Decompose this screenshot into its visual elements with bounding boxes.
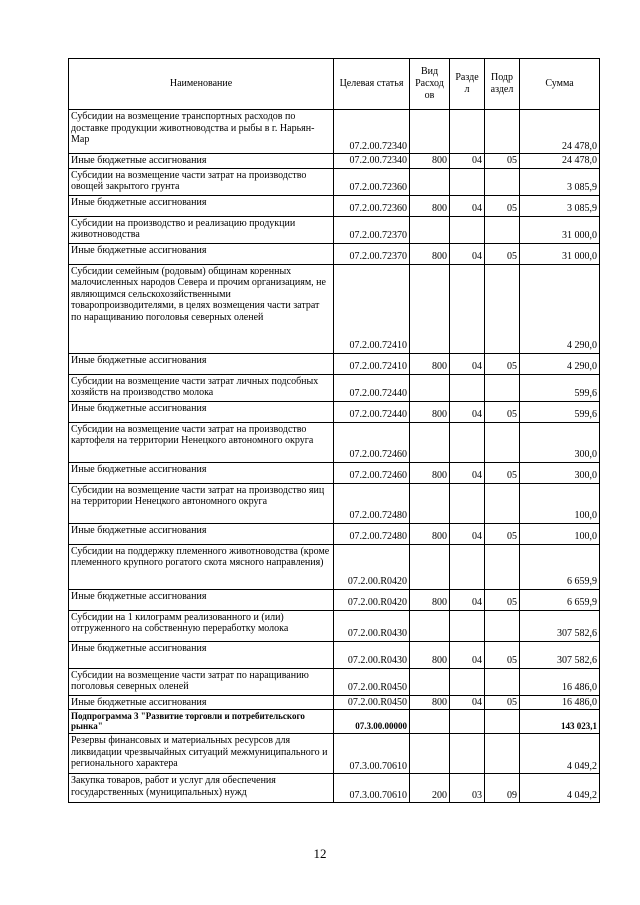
table-row: [69, 710, 600, 734]
cell-code: 07.2.00.72340: [334, 110, 410, 154]
cell-name: Закупка товаров, работ и услуг для обеспечения государственных (муниципальных) нужд: [69, 774, 334, 803]
cell-podrazdel: [485, 168, 520, 195]
cell-sum: 16 486,0: [520, 695, 600, 710]
cell-sum: 100,0: [520, 483, 600, 523]
cell-code: 07.2.00.R0420: [334, 544, 410, 589]
cell-vid: [410, 710, 450, 734]
header-vid: Вид Расход ов: [410, 59, 450, 110]
cell-podrazdel: [485, 264, 520, 353]
cell-vid: [410, 422, 450, 462]
table-body: [69, 110, 600, 803]
table-row: [69, 610, 600, 641]
cell-podrazdel: 05: [485, 195, 520, 216]
cell-sum: 300,0: [520, 462, 600, 483]
cell-name: Иные бюджетные ассигнования: [69, 641, 334, 668]
table-row: [69, 641, 600, 668]
cell-code: 07.2.00.72410: [334, 353, 410, 374]
cell-code: 07.2.00.R0450: [334, 668, 410, 695]
cell-name: Резервы финансовых и материальных ресурсов для ликвидации чрезвычайных ситуаций межмуниципального и регионального характера: [69, 734, 334, 774]
table-row: [69, 243, 600, 264]
cell-sum: 31 000,0: [520, 216, 600, 243]
cell-razdel: 04: [450, 154, 485, 169]
cell-podrazdel: [485, 710, 520, 734]
cell-name: Иные бюджетные ассигнования: [69, 154, 334, 169]
cell-vid: 200: [410, 774, 450, 803]
cell-razdel: 04: [450, 589, 485, 610]
cell-sum: 6 659,9: [520, 544, 600, 589]
cell-razdel: [450, 668, 485, 695]
header-code: Целевая статья: [334, 59, 410, 110]
table-row: [69, 695, 600, 710]
cell-sum: 143 023,1: [520, 710, 600, 734]
cell-code: 07.3.00.70610: [334, 774, 410, 803]
cell-name: Субсидии на возмещение части затрат по наращиванию поголовья северных оленей: [69, 668, 334, 695]
cell-vid: 800: [410, 589, 450, 610]
cell-razdel: 04: [450, 353, 485, 374]
cell-sum: 4 049,2: [520, 774, 600, 803]
cell-vid: 800: [410, 353, 450, 374]
cell-razdel: 04: [450, 695, 485, 710]
header-podrazdel: Подр аздел: [485, 59, 520, 110]
cell-podrazdel: 05: [485, 641, 520, 668]
cell-name: Иные бюджетные ассигнования: [69, 462, 334, 483]
cell-podrazdel: 05: [485, 462, 520, 483]
cell-code: 07.2.00.R0430: [334, 641, 410, 668]
cell-vid: [410, 168, 450, 195]
cell-podrazdel: 05: [485, 243, 520, 264]
cell-name: Субсидии на возмещение части затрат на производство картофеля на территории Ненецкого автономного округа: [69, 422, 334, 462]
cell-razdel: [450, 710, 485, 734]
cell-vid: [410, 110, 450, 154]
cell-code: 07.2.00.72480: [334, 483, 410, 523]
cell-sum: 3 085,9: [520, 168, 600, 195]
cell-razdel: [450, 168, 485, 195]
table-row: [69, 195, 600, 216]
cell-vid: [410, 668, 450, 695]
cell-sum: 24 478,0: [520, 154, 600, 169]
cell-razdel: [450, 483, 485, 523]
cell-name: Иные бюджетные ассигнования: [69, 695, 334, 710]
cell-name: Субсидии семейным (родовым) общинам коренных малочисленных народов Севера и прочим организациям, не являющимся сельскохозяйственными товаропроизводителями, в целях возмещения части затрат по наращиванию поголовья северных оленей: [69, 264, 334, 353]
cell-vid: 800: [410, 523, 450, 544]
cell-vid: [410, 374, 450, 401]
table-row: [69, 422, 600, 462]
cell-code: 07.2.00.72370: [334, 216, 410, 243]
cell-vid: 800: [410, 401, 450, 422]
cell-code: 07.2.00.72460: [334, 422, 410, 462]
cell-vid: [410, 483, 450, 523]
table-row: [69, 401, 600, 422]
cell-vid: [410, 734, 450, 774]
cell-razdel: 04: [450, 243, 485, 264]
cell-sum: 599,6: [520, 401, 600, 422]
cell-vid: [410, 264, 450, 353]
cell-podrazdel: [485, 110, 520, 154]
cell-sum: 6 659,9: [520, 589, 600, 610]
cell-razdel: 03: [450, 774, 485, 803]
cell-vid: [410, 216, 450, 243]
cell-vid: 800: [410, 695, 450, 710]
table-row: [69, 168, 600, 195]
cell-sum: 24 478,0: [520, 110, 600, 154]
cell-code: 07.2.00.72480: [334, 523, 410, 544]
cell-name: Иные бюджетные ассигнования: [69, 401, 334, 422]
table-row: [69, 154, 600, 169]
cell-podrazdel: [485, 374, 520, 401]
cell-vid: 800: [410, 154, 450, 169]
cell-razdel: [450, 110, 485, 154]
cell-podrazdel: 05: [485, 523, 520, 544]
cell-razdel: [450, 264, 485, 353]
cell-razdel: [450, 734, 485, 774]
cell-razdel: [450, 422, 485, 462]
cell-sum: 4 290,0: [520, 264, 600, 353]
cell-name: Иные бюджетные ассигнования: [69, 353, 334, 374]
cell-code: 07.2.00.72340: [334, 154, 410, 169]
cell-code: 07.2.00.72410: [334, 264, 410, 353]
cell-sum: 4 290,0: [520, 353, 600, 374]
cell-sum: 300,0: [520, 422, 600, 462]
cell-sum: 31 000,0: [520, 243, 600, 264]
cell-code: 07.2.00.72360: [334, 195, 410, 216]
cell-code: 07.2.00.R0430: [334, 610, 410, 641]
header-sum: Сумма: [520, 59, 600, 110]
table-row: [69, 668, 600, 695]
table-header-row: [69, 59, 600, 110]
cell-razdel: [450, 610, 485, 641]
cell-podrazdel: [485, 668, 520, 695]
cell-name: Иные бюджетные ассигнования: [69, 243, 334, 264]
table-row: [69, 544, 600, 589]
cell-podrazdel: 05: [485, 589, 520, 610]
cell-sum: 16 486,0: [520, 668, 600, 695]
cell-code: 07.3.00.70610: [334, 734, 410, 774]
cell-name: Субсидии на поддержку племенного животноводства (кроме племенного крупного рогатого скота мясного направления): [69, 544, 334, 589]
cell-name: Субсидии на возмещение части затрат на производство овощей закрытого грунта: [69, 168, 334, 195]
cell-name: Субсидии на возмещение части затрат на производство яиц на территории Ненецкого автономного округа: [69, 483, 334, 523]
cell-vid: 800: [410, 195, 450, 216]
cell-name: Иные бюджетные ассигнования: [69, 589, 334, 610]
cell-name: Субсидии на 1 килограмм реализованного и (или) отгруженного на собственную переработку молока: [69, 610, 334, 641]
cell-code: 07.2.00.72440: [334, 401, 410, 422]
cell-sum: 307 582,6: [520, 641, 600, 668]
cell-code: 07.2.00.R0450: [334, 695, 410, 710]
header-razdel: Разде л: [450, 59, 485, 110]
cell-razdel: [450, 374, 485, 401]
cell-vid: [410, 544, 450, 589]
table-row: [69, 589, 600, 610]
cell-name: Иные бюджетные ассигнования: [69, 195, 334, 216]
cell-podrazdel: 05: [485, 154, 520, 169]
cell-sum: 100,0: [520, 523, 600, 544]
cell-razdel: 04: [450, 401, 485, 422]
cell-razdel: 04: [450, 523, 485, 544]
cell-code: 07.2.00.72440: [334, 374, 410, 401]
table-row: [69, 483, 600, 523]
cell-razdel: 04: [450, 641, 485, 668]
cell-razdel: [450, 544, 485, 589]
cell-podrazdel: [485, 610, 520, 641]
cell-podrazdel: 05: [485, 695, 520, 710]
cell-podrazdel: 05: [485, 353, 520, 374]
cell-podrazdel: [485, 422, 520, 462]
cell-code: 07.2.00.72360: [334, 168, 410, 195]
header-name: Наименование: [69, 59, 334, 110]
cell-sum: 599,6: [520, 374, 600, 401]
cell-vid: [410, 610, 450, 641]
cell-code: 07.3.00.00000: [334, 710, 410, 734]
table-row: [69, 523, 600, 544]
cell-name: Субсидии на возмещение транспортных расходов по доставке продукции животноводства и рыбы в г. Нарьян-Мар: [69, 110, 334, 154]
table-row: [69, 462, 600, 483]
cell-podrazdel: [485, 483, 520, 523]
cell-name: Иные бюджетные ассигнования: [69, 523, 334, 544]
cell-code: 07.2.00.R0420: [334, 589, 410, 610]
table-row: [69, 110, 600, 154]
cell-code: 07.2.00.72460: [334, 462, 410, 483]
table-row: [69, 774, 600, 803]
cell-sum: 307 582,6: [520, 610, 600, 641]
cell-razdel: 04: [450, 195, 485, 216]
cell-podrazdel: 05: [485, 401, 520, 422]
cell-name: Подпрограмма 3 "Развитие торговли и потребительского рынка": [69, 710, 334, 734]
cell-name: Субсидии на производство и реализацию продукции животноводства: [69, 216, 334, 243]
table-row: [69, 353, 600, 374]
cell-vid: 800: [410, 243, 450, 264]
cell-podrazdel: [485, 216, 520, 243]
cell-podrazdel: [485, 544, 520, 589]
table-row: [69, 216, 600, 243]
budget-table: [68, 58, 600, 803]
cell-code: 07.2.00.72370: [334, 243, 410, 264]
cell-sum: 3 085,9: [520, 195, 600, 216]
cell-podrazdel: 09: [485, 774, 520, 803]
cell-vid: 800: [410, 641, 450, 668]
cell-razdel: [450, 216, 485, 243]
cell-name: Субсидии на возмещение части затрат личных подсобных хозяйств на производство молока: [69, 374, 334, 401]
table-row: [69, 374, 600, 401]
page-number: 12: [313, 846, 327, 861]
cell-vid: 800: [410, 462, 450, 483]
cell-sum: 4 049,2: [520, 734, 600, 774]
cell-podrazdel: [485, 734, 520, 774]
table-row: [69, 264, 600, 353]
cell-razdel: 04: [450, 462, 485, 483]
table-row: [69, 734, 600, 774]
